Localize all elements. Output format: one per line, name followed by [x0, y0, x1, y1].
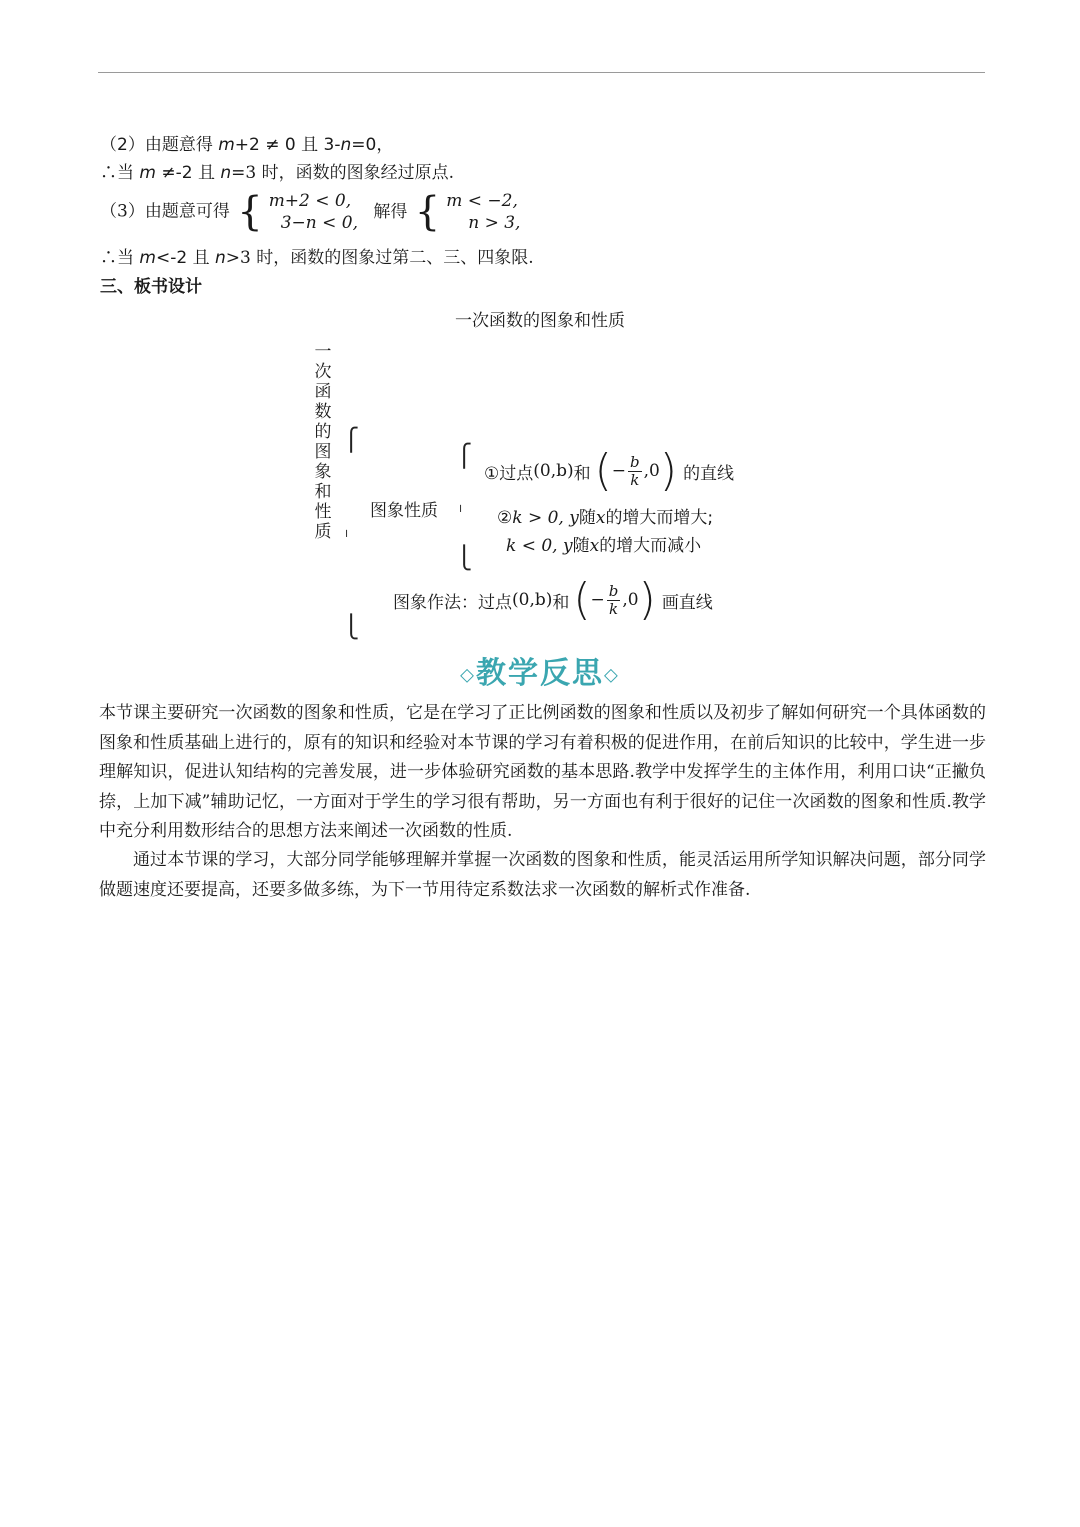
board-title: 一次函数的图象和性质 [455, 311, 625, 331]
drawing-method: 图象作法：过点 (0,b) 和 ( − $\frac{b}{k}$ ,0 ) 画直线 [393, 574, 713, 625]
inner-brace-top: ⎧ [456, 444, 473, 469]
solution-line-3-conclusion: ∴当 m<-2 且 n>3 时，函数的图象过第二、三、四象限. [100, 248, 534, 268]
solution-line-3: （3）由题意可得 { m+2 < 0, 3−n < 0, 解得 { m < −2, n > 3, [100, 189, 521, 235]
outer-brace-top: ⎧ [343, 428, 360, 453]
outer-brace-mid: ╵ [343, 530, 351, 544]
left-brace: { [414, 189, 441, 235]
fraction-b-over-k: $\frac{b}{k}$ [608, 581, 619, 618]
reflection-heading: ◇教学反思◇ [460, 656, 620, 691]
solution-line-2-conclusion: ∴当 m ≠-2 且 n=3 时，函数的图象经过原点. [100, 163, 455, 183]
fraction-b-over-k: $\frac{b}{k}$ [630, 452, 640, 489]
diamond-icon: ◇ [604, 664, 620, 686]
inequality-system-2: { m < −2, n > 3, [414, 189, 521, 235]
property-2-line-1: ②k > 0, y随x的增大而增大; [497, 508, 714, 528]
outer-brace-bottom: ⎩ [343, 615, 360, 640]
left-brace: { [237, 189, 263, 235]
header-rule [98, 72, 985, 73]
property-2-line-2: k < 0, y随x的增大而减小 [506, 536, 702, 556]
properties-label: 图象性质 [370, 501, 438, 521]
section-heading: 三、板书设计 [100, 277, 202, 297]
vertical-title: 一 次 函 数 的 图 象 和 性 质 [314, 342, 332, 542]
reflection-paragraph-2: 通过本节课的学习，大部分同学能够理解并掌握一次函数的图象和性质，能灵活运用所学知识解决问题，部分同学做题速度还要提高，还要多做多练，为下一节用待定系数法求一次函数的解析式作准备. [99, 850, 986, 900]
inner-brace-bottom: ⎩ [456, 546, 473, 571]
property-1: ①过点 (0,b) 和 ( − $\frac{b}{k}$ ,0 ) 的直线 [484, 445, 735, 496]
solution-line-2: （2）由题意得 m+2 ≠ 0 且 3-n=0， [100, 135, 394, 155]
diamond-icon: ◇ [460, 664, 476, 686]
reflection-paragraph-1: 本节课主要研究一次函数的图象和性质，它是在学习了正比例函数的图象和性质以及初步了解如何研究一个具体函数的图象和性质基础上进行的，原有的知识和经验对本节课的学习有着积极的促进作用，在前后知识的比较中，学生进一步理解知识，促进认知结构的完善发展，进一步体验研究函数的基本思路.教学中发挥学生的主体作用，利用口诀“正撇负捺，上加下减”辅助记忆，一方面对于学生的学习很有帮助，另一方面也有利于很好的记住一次函数的图象和性质.教学中充分利用数形结合的思想方法来阐述一次函数的性质. [99, 703, 986, 841]
inner-brace-mid: ╵ [457, 505, 465, 519]
inequality-system-1: { m+2 < 0, 3−n < 0, [237, 189, 358, 235]
